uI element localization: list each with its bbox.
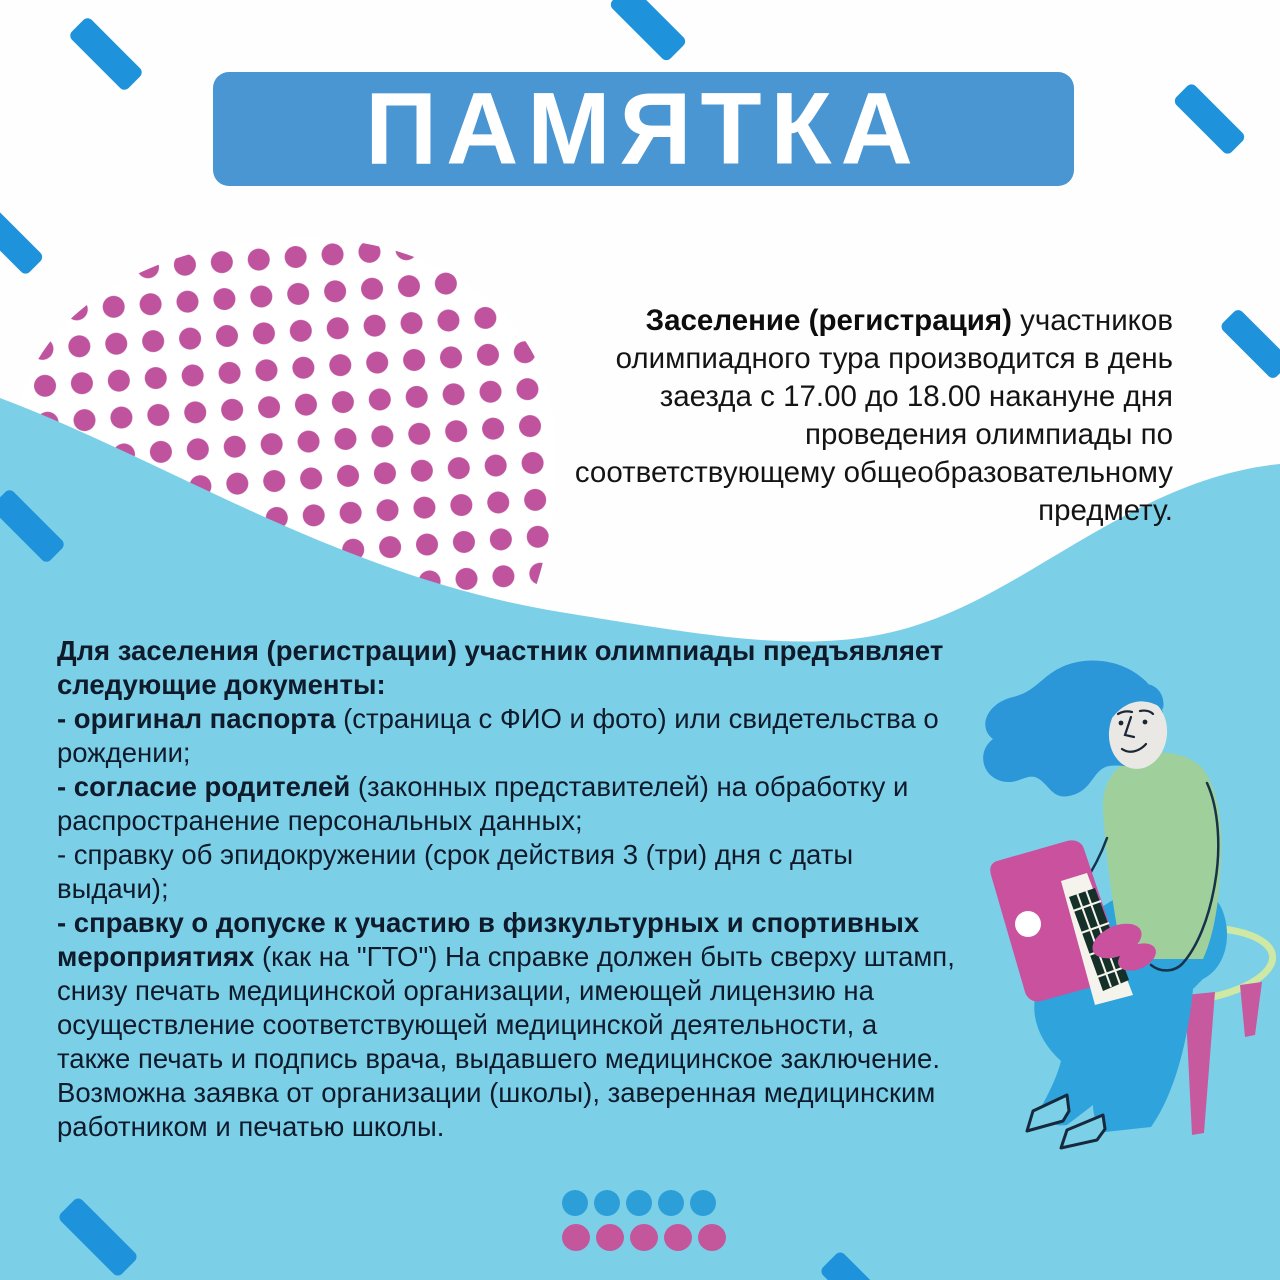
eye (1119, 721, 1124, 726)
intro-lead: Заселение (регистрация) (645, 304, 1012, 337)
decor-dot (594, 1190, 620, 1216)
documents-heading: Для заселения (регистрации) участник олимпиады предъявляет следующие документы: (57, 635, 944, 700)
decor-dot (658, 1190, 684, 1216)
decor-dot (690, 1190, 716, 1216)
document-item: - справку о допуске к участию в физкультурных и спортивных мероприятиях (как на "ГТО") На справке должен быть сверху штамп, снизу печать медицинской организации, имеющей лицензию на осуществление соответствующей медицинской деятельности, а также печать и подпись врача, выдавшего медицинское заключение. Возможна заявка от организации (школы), заверенная медицинским работником и печатью школы. (57, 907, 955, 1142)
decor-dot (698, 1224, 726, 1251)
blue-dot-row (562, 1190, 726, 1216)
document-item: - согласие родителей (законных представителей) на обработку и распространение персональных данных; (57, 771, 909, 836)
decor-dot (562, 1190, 588, 1216)
decor-dot (626, 1190, 652, 1216)
decor-dot (562, 1224, 590, 1251)
documents-section (57, 634, 957, 1144)
laptop-logo (1015, 911, 1041, 937)
dots-decoration (562, 1190, 726, 1259)
decor-dot (664, 1224, 692, 1251)
decor-dot (630, 1224, 658, 1251)
illustration-person-laptop (955, 635, 1280, 1160)
document-item: - оригинал паспорта (страница с ФИО и фото) или свидетельства о рождении; (57, 703, 939, 768)
title-banner (213, 72, 1074, 186)
intro-paragraph (573, 302, 1173, 530)
document-item: - справку об эпидокружении (срок действия 3 (три) дня с даты выдачи); (57, 839, 854, 904)
eye (1143, 720, 1148, 725)
decor-dot (596, 1224, 624, 1251)
stool-leg (1240, 982, 1262, 1037)
page-title: ПАМЯТКА (365, 71, 922, 187)
intro-rest: участников олимпиадного тура производится в день заезда с 17.00 до 18.00 накануне дня проведения олимпиады по соответствующему общеобразовательному предмету. (574, 304, 1173, 527)
pink-dot-row (562, 1224, 726, 1251)
